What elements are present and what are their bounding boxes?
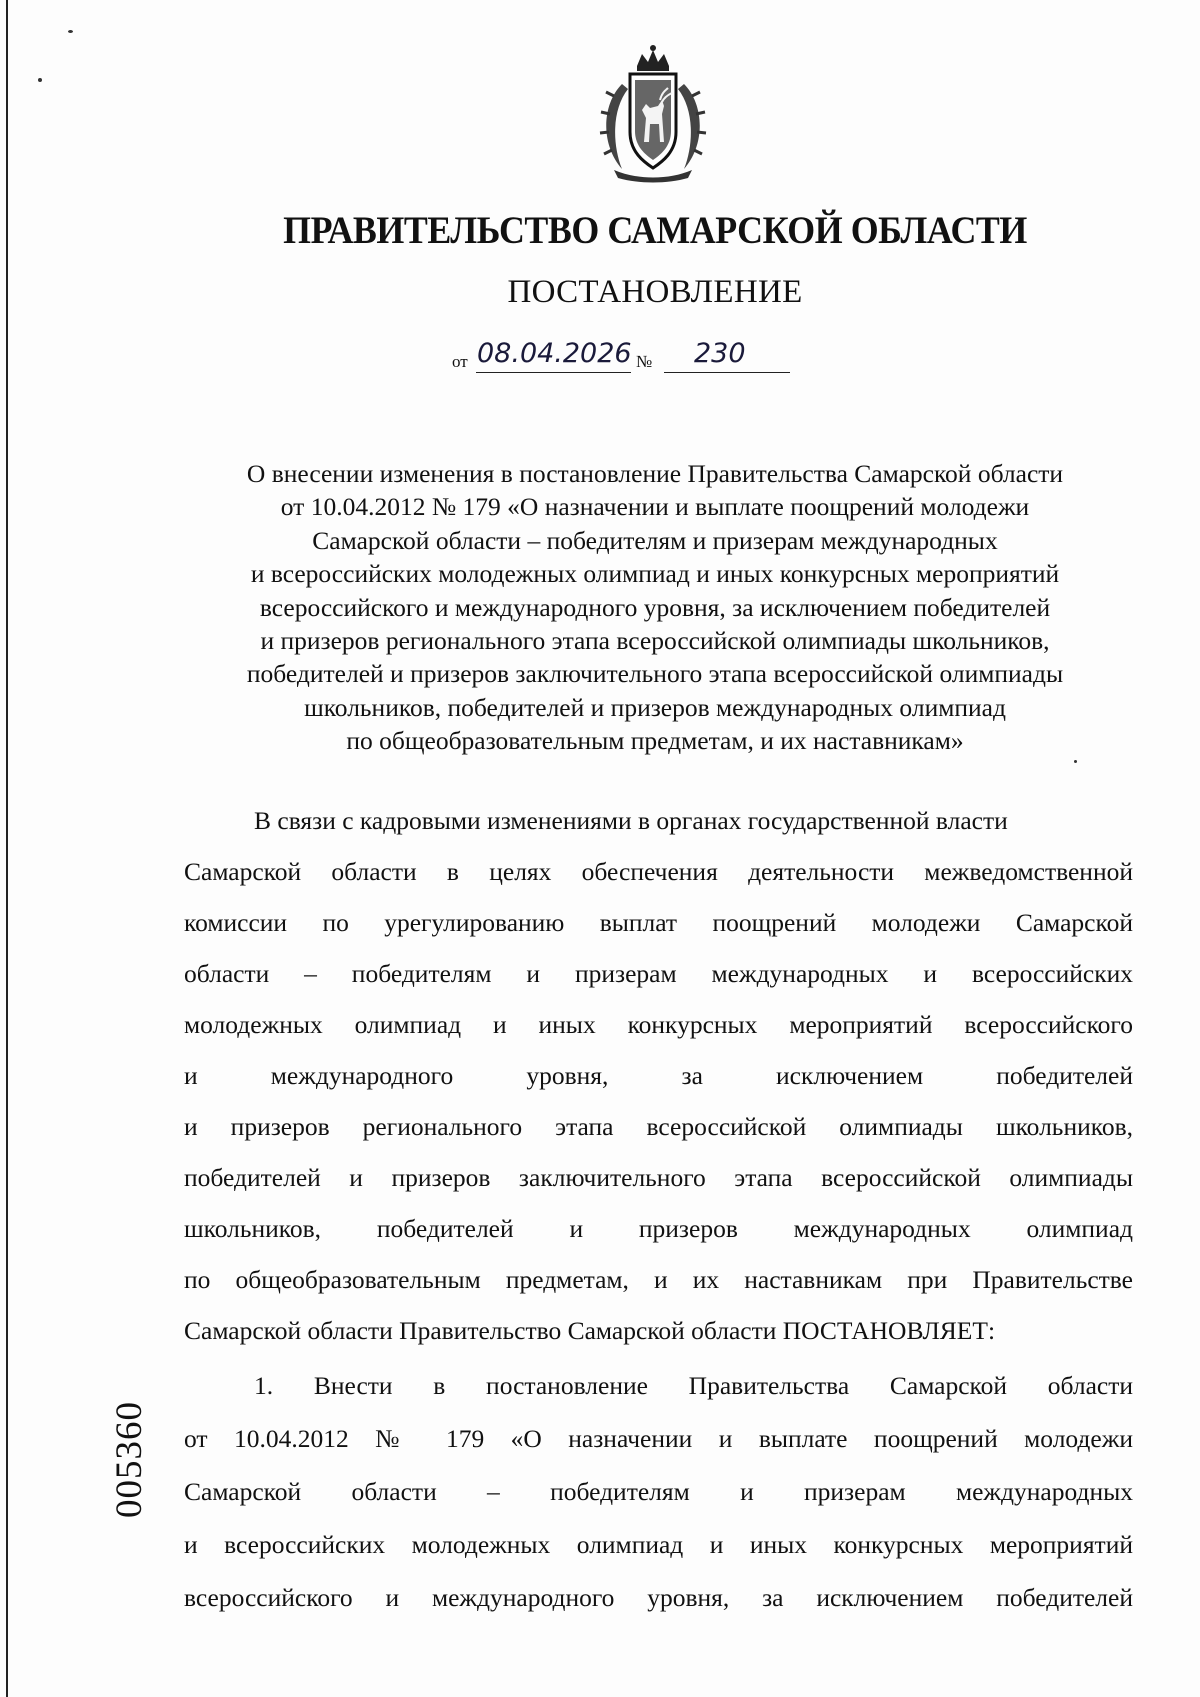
scan-speck: [1074, 760, 1077, 763]
body-line: по общеобразовательным предметам, и их наставникам при Правительстве: [184, 1265, 1133, 1294]
body-line: школьников, победителей и призеров международных олимпиад: [184, 1214, 1133, 1243]
document-subject: [150, 457, 1160, 758]
date-label: от: [452, 352, 468, 371]
body-line: В связи с кадровыми изменениями в органах государственной власти: [254, 806, 1008, 835]
body-line: и всероссийских молодежных олимпиад и иных конкурсных мероприятий: [184, 1530, 1133, 1559]
subject-line: школьников, победителей и призеров международных олимпиад: [304, 692, 1006, 722]
page-edge-line: [6, 0, 8, 1697]
body-line: Самарской области Правительство Самарской области ПОСТАНОВЛЯЕТ:: [184, 1316, 996, 1345]
subject-line: Самарской области – победителям и призерам международных: [312, 525, 998, 555]
body-line: комиссии по урегулированию выплат поощрений молодежи Самарской: [184, 908, 1133, 937]
scan-speck: [38, 78, 42, 82]
subject-line: всероссийского и международного уровня, за исключением победителей: [259, 592, 1051, 622]
subject-line: и всероссийских молодежных олимпиад и иных конкурсных мероприятий: [250, 559, 1060, 589]
number-handwritten: 230: [694, 338, 746, 369]
number-label: №: [636, 352, 653, 371]
side-stamp-number: 005360: [109, 1401, 150, 1518]
body-line: и международного уровня, за исключением победителей: [184, 1061, 1133, 1090]
scan-speck: [68, 30, 73, 33]
body-line: Самарской области в целях обеспечения деятельности межведомственной: [184, 857, 1133, 886]
subject-line: от 10.04.2012 № 179 «О назначении и выплате поощрений молодежи: [280, 492, 1030, 522]
coat-of-arms-emblem: [592, 44, 714, 184]
body-line: от 10.04.2012 № 179 «О назначении и выплате поощрений молодежи: [184, 1424, 1133, 1453]
subject-line: и призеров регионального этапа всероссийской олимпиады школьников,: [260, 626, 1050, 656]
subject-line: О внесении изменения в постановление Правительства Самарской области: [246, 459, 1064, 488]
number-underline: [664, 372, 790, 373]
body-line: 1. Внести в постановление Правительства Самарской области: [254, 1371, 1133, 1400]
date-underline: [476, 372, 631, 373]
subject-line: победителей и призеров заключительного этапа всероссийской олимпиады: [246, 659, 1064, 689]
subject-line: по общеобразовательным предметам, и их наставникам»: [346, 726, 964, 756]
body-line: области – победителям и призерам международных и всероссийских: [184, 959, 1133, 988]
body-line: победителей и призеров заключительного этапа всероссийской олимпиады: [184, 1163, 1133, 1192]
body-line: Самарской области – победителям и призерам международных: [184, 1477, 1133, 1506]
body-line: молодежных олимпиад и иных конкурсных мероприятий всероссийского: [184, 1010, 1133, 1039]
organization-title: ПРАВИТЕЛЬСТВО САМАРСКОЙ ОБЛАСТИ: [283, 209, 1027, 252]
body-line: всероссийского и международного уровня, за исключением победителей: [184, 1583, 1133, 1612]
date-handwritten: 08.04.2026: [477, 338, 632, 369]
body-line: и призеров регионального этапа всероссийской олимпиады школьников,: [184, 1112, 1133, 1141]
document-type-title: ПОСТАНОВЛЕНИЕ: [507, 274, 803, 310]
